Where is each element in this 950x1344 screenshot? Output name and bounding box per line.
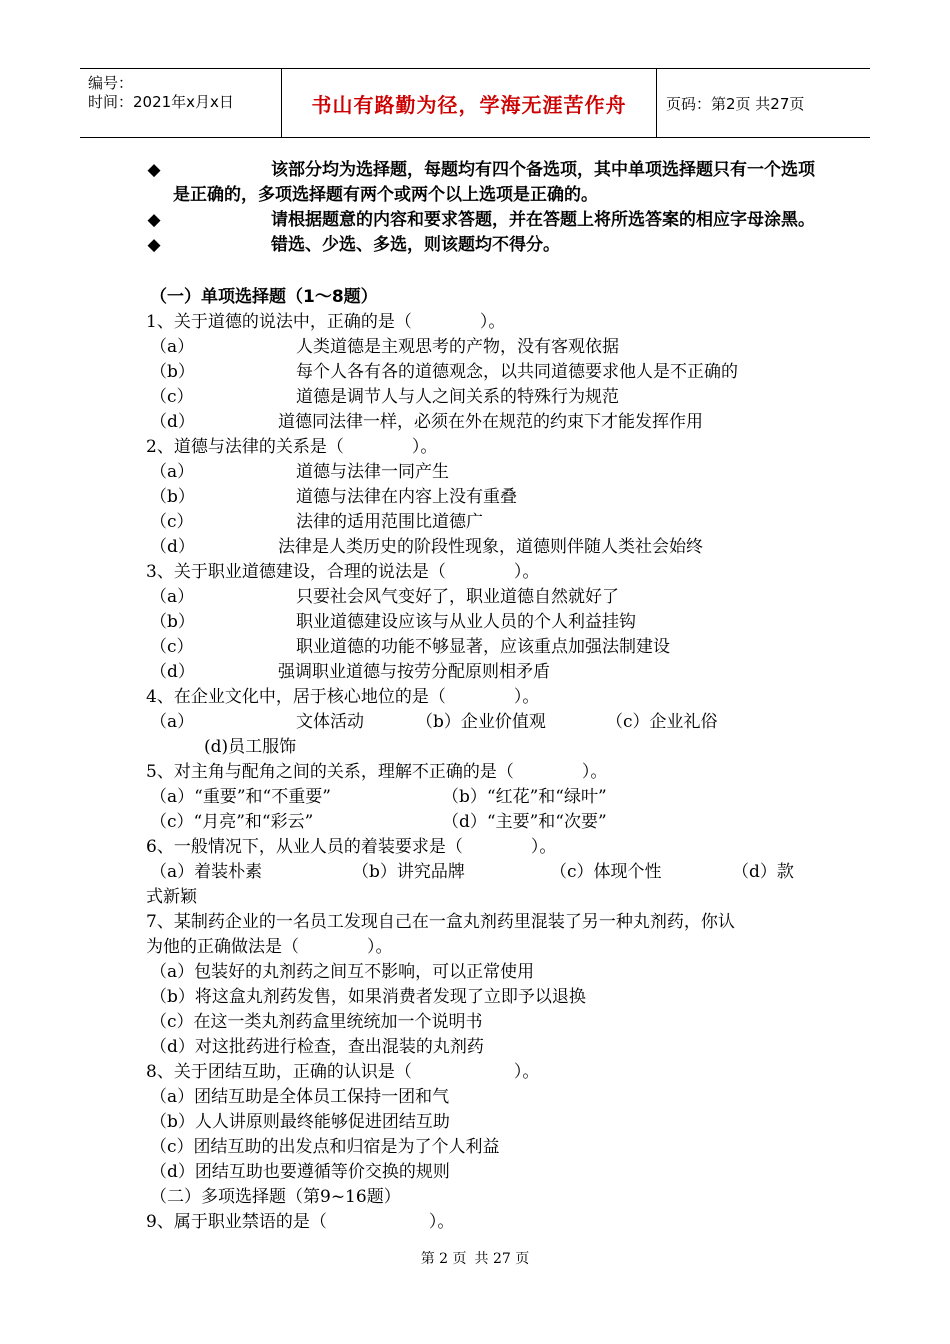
question-5-option-d: （d）“主要”和“次要”	[442, 812, 607, 832]
option-label: （a）	[150, 462, 195, 482]
header-meta	[80, 69, 280, 137]
question-6-stem: 6、一般情况下，从业人员的着装要求是（ ）。	[146, 837, 557, 857]
option-text: 职业道德的功能不够显著，应该重点加强法制建设	[296, 637, 670, 657]
option-label: （c）	[150, 387, 194, 407]
instruction-2	[146, 208, 816, 233]
option-text: 道德同法律一样，必须在外在规范的约束下才能发挥作用	[278, 412, 703, 432]
question-1-option-a	[146, 335, 826, 360]
option-text: 法律是人类历史的阶段性现象，道德则伴随人类社会始终	[278, 537, 703, 557]
question-4-options-row	[146, 710, 826, 735]
option-text: 法律的适用范围比道德广	[296, 512, 483, 532]
question-5-stem: 5、对主角与配角之间的关系，理解不正确的是（ ）。	[146, 762, 608, 782]
question-2-option-b	[146, 485, 826, 510]
question-7-option-a: （a）包装好的丸剂药之间互不影响，可以正常使用	[150, 962, 535, 982]
question-2-option-d	[146, 535, 826, 560]
question-5-option-a: （a）“重要”和“不重要”	[150, 787, 331, 807]
question-8-option-d: （d）团结互助也要遵循等价交换的规则	[150, 1162, 450, 1182]
question-5-options-row-1	[146, 785, 826, 810]
question-list	[146, 285, 826, 1235]
question-6-option-d: （d）款	[732, 862, 794, 882]
number-label: 编号：	[88, 74, 134, 92]
question-1-option-b	[146, 360, 826, 385]
question-4-option-a: 文体活动	[296, 712, 364, 732]
option-label: （d）	[150, 537, 195, 557]
instruction-text: 该部分均为选择题，每题均有四个备选项，其中单项选择题只有一个选项是正确的，多项选择题有两个或两个以上选项是正确的。	[173, 160, 815, 205]
section-title-single: （一）单项选择题（1～8题）	[150, 287, 378, 307]
footer-page-number: 第 2 页	[420, 1251, 467, 1267]
header-page-info	[656, 69, 870, 137]
question-2-option-c	[146, 510, 826, 535]
motto-text: 书山有路勤为径，学海无涯苦作舟	[311, 92, 627, 117]
option-text: 每个人各有各的道德观念，以共同道德要求他人是不正确的	[296, 362, 738, 382]
header-motto	[281, 69, 657, 137]
question-6-options-row	[146, 860, 826, 885]
option-label: （b）	[150, 487, 195, 507]
option-label: （a）	[150, 587, 195, 607]
question-2-option-a	[146, 460, 826, 485]
question-6-option-a: （a）着装朴素	[150, 862, 263, 882]
option-label: （b）	[150, 612, 195, 632]
question-8-stem: 8、关于团结互助，正确的认识是（ ）。	[146, 1062, 540, 1082]
question-7-option-c: （c）在这一类丸剂药盒里统统加一个说明书	[150, 1012, 483, 1032]
question-7-stem-2: 为他的正确做法是（ ）。	[146, 937, 393, 957]
question-4-option-d: (d)员工服饰	[204, 737, 297, 757]
question-3-option-c	[146, 635, 826, 660]
page-info-text: 页码：第2页 共27页	[666, 94, 805, 113]
instruction-3	[146, 233, 816, 258]
option-label: （c）	[150, 512, 194, 532]
question-8-option-c: （c）团结互助的出发点和归宿是为了个人利益	[150, 1137, 500, 1157]
question-8-option-b: （b）人人讲原则最终能够促进团结互助	[150, 1112, 450, 1132]
time-label: 时间：2021年x月x日	[88, 93, 234, 111]
question-5-options-row-2	[146, 810, 826, 835]
section-title-multiple: （二）多项选择题（第9~16题）	[150, 1187, 401, 1207]
option-text: 道德与法律在内容上没有重叠	[296, 487, 517, 507]
question-1-option-d	[146, 410, 826, 435]
question-6-option-b: （b）讲究品牌	[352, 862, 465, 882]
option-text: 只要社会风气变好了，职业道德自然就好了	[296, 587, 619, 607]
option-label: （a）	[150, 712, 195, 732]
question-3-stem: 3、关于职业道德建设，合理的说法是（ ）。	[146, 562, 540, 582]
page-header	[80, 68, 870, 138]
footer-page-total: 共 27 页	[474, 1251, 530, 1267]
instruction-1	[146, 158, 816, 208]
option-label: （c）	[150, 637, 194, 657]
question-5-option-c: （c）“月亮”和“彩云”	[150, 812, 314, 832]
question-7-stem-1: 7、某制药企业的一名员工发现自己在一盒丸剂药里混装了另一种丸剂药，你认	[146, 912, 735, 932]
instruction-text: 错选、少选、多选，则该题均不得分。	[271, 235, 560, 255]
diamond-bullet-icon: ◆	[147, 235, 161, 255]
option-label: （d）	[150, 412, 195, 432]
option-text: 职业道德建设应该与从业人员的个人利益挂钩	[296, 612, 636, 632]
question-3-option-d	[146, 660, 826, 685]
option-text: 人类道德是主观思考的产物，没有客观依据	[296, 337, 619, 357]
question-7-option-d: （d）对这批药进行检查，查出混装的丸剂药	[150, 1037, 484, 1057]
question-9-stem: 9、属于职业禁语的是（ ）。	[146, 1212, 455, 1232]
option-text: 强调职业道德与按劳分配原则相矛盾	[278, 662, 550, 682]
diamond-bullet-icon: ◆	[147, 210, 161, 230]
question-4-option-c: （c）企业礼俗	[606, 712, 718, 732]
question-4-stem: 4、在企业文化中，居于核心地位的是（ ）。	[146, 687, 540, 707]
instruction-text: 请根据题意的内容和要求答题，并在答题上将所选答案的相应字母涂黑。	[271, 210, 815, 230]
question-4-option-b: （b）企业价值观	[416, 712, 546, 732]
option-text: 道德与法律一同产生	[296, 462, 449, 482]
question-5-option-b: （b）“红花”和“绿叶”	[442, 787, 607, 807]
question-8-option-a: （a）团结互助是全体员工保持一团和气	[150, 1087, 450, 1107]
instructions	[146, 158, 816, 258]
page-footer	[0, 1248, 950, 1268]
question-6-option-c: （c）体现个性	[550, 862, 662, 882]
option-text: 道德是调节人与人之间关系的特殊行为规范	[296, 387, 619, 407]
question-3-option-a	[146, 585, 826, 610]
question-2-stem: 2、道德与法律的关系是（ ）。	[146, 437, 438, 457]
question-7-option-b: （b）将这盒丸剂药发售，如果消费者发现了立即予以退换	[150, 987, 586, 1007]
question-1-stem: 1、关于道德的说法中，正确的是（ ）。	[146, 312, 506, 332]
question-1-option-c	[146, 385, 826, 410]
option-label: （a）	[150, 337, 195, 357]
option-label: （d）	[150, 662, 195, 682]
question-6-option-d-cont: 式新颖	[146, 887, 197, 907]
option-label: （b）	[150, 362, 195, 382]
question-3-option-b	[146, 610, 826, 635]
diamond-bullet-icon: ◆	[147, 160, 161, 180]
